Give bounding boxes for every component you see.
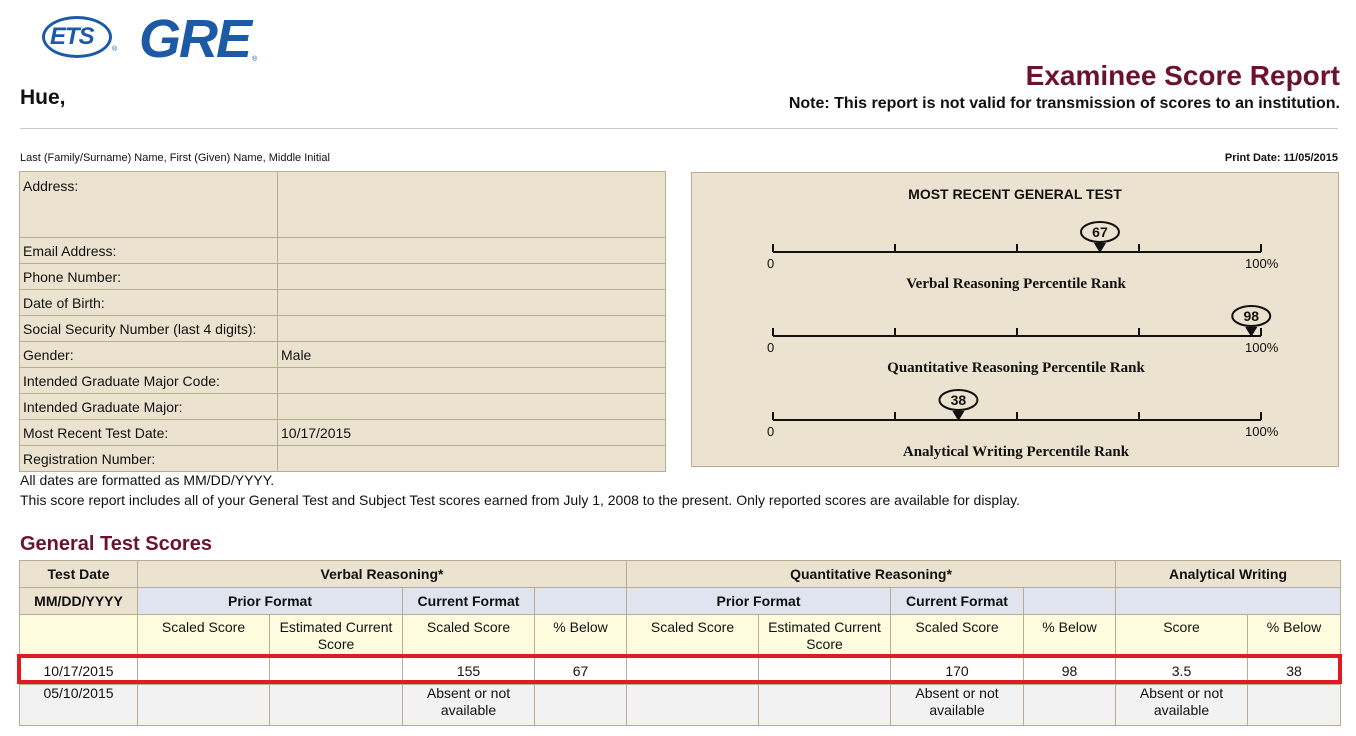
info-row-major — [20, 394, 666, 420]
print-date: Print Date: 11/05/2015 — [1224, 152, 1338, 164]
info-row-dob — [20, 290, 666, 316]
percentile-value: 98 — [1243, 308, 1260, 324]
info-row-phone — [20, 264, 666, 290]
scale-min-label: 0 — [767, 340, 775, 355]
cell-quant-prior-scaled — [627, 657, 759, 685]
gre-registered-mark: ® — [252, 56, 258, 63]
col-quant-below: % Below — [1024, 615, 1116, 657]
info-label: Intended Graduate Major Code: — [20, 368, 278, 394]
col-verbal-scaled: Scaled Score — [403, 615, 535, 657]
info-label: Address: — [20, 172, 278, 238]
info-row-registration — [20, 446, 666, 472]
scores-column-row — [20, 615, 1341, 657]
header-quant-prior: Prior Format — [627, 588, 891, 615]
score-row — [20, 657, 1341, 685]
cell-verbal-prior-est — [270, 685, 403, 726]
header-date-format: MM/DD/YYYY — [20, 588, 138, 615]
info-row-gender — [20, 342, 666, 368]
scores-header-row — [20, 561, 1341, 588]
info-value — [278, 290, 666, 316]
ets-logo-text: ETS — [50, 23, 94, 50]
header-verbal-current: Current Format — [403, 588, 535, 615]
scale-title: Analytical Writing Percentile Rank — [902, 444, 1130, 460]
cell-verbal-prior-scaled — [138, 685, 270, 726]
cell-verbal-scaled: 155 — [403, 657, 535, 685]
gre-logo-text: GRE — [139, 9, 251, 69]
col-quant-scaled: Scaled Score — [891, 615, 1024, 657]
percentile-rank-scales — [692, 173, 1340, 468]
report-note: Note: This report is not valid for transmission of scores to an institution. — [788, 95, 1340, 112]
info-row-address — [20, 172, 666, 238]
header-verbal-prior: Prior Format — [138, 588, 403, 615]
info-value — [278, 172, 666, 238]
scale-max-label: 100% — [1245, 424, 1279, 439]
info-value: 10/17/2015 — [278, 420, 666, 446]
cell-writing-score: Absent or not available — [1116, 685, 1248, 726]
info-value — [278, 368, 666, 394]
cell-writing-score: 3.5 — [1116, 657, 1248, 685]
scale-title: Verbal Reasoning Percentile Rank — [906, 276, 1126, 292]
col-quant-prior-scaled: Scaled Score — [627, 615, 759, 657]
info-label: Email Address: — [20, 238, 278, 264]
cell-quant-prior-scaled — [627, 685, 759, 726]
cell-verbal-prior-scaled — [138, 657, 270, 685]
cell-quant-scaled: 170 — [891, 657, 1024, 685]
info-value — [278, 238, 666, 264]
info-value — [278, 394, 666, 420]
header-writing-blank — [1116, 588, 1341, 615]
col-quant-estimated: Estimated Current Score — [759, 615, 891, 657]
scale-title: Quantitative Reasoning Percentile Rank — [887, 360, 1145, 376]
name-format-caption: Last (Family/Surname) Name, First (Given) Name, Middle Initial — [20, 152, 330, 164]
cell-verbal-below — [535, 685, 627, 726]
col-blank — [20, 615, 138, 657]
info-row-major-code — [20, 368, 666, 394]
cell-verbal-prior-est — [270, 657, 403, 685]
cell-quant-prior-est — [759, 685, 891, 726]
header-divider — [20, 128, 1338, 129]
general-test-scores-title: General Test Scores — [20, 533, 212, 555]
cell-writing-below: 38 — [1248, 657, 1341, 685]
info-value: Male — [278, 342, 666, 368]
header-quant-current: Current Format — [891, 588, 1024, 615]
scale-min-label: 0 — [767, 256, 775, 271]
header-quant: Quantitative Reasoning* — [627, 561, 1116, 588]
general-test-scores-table — [19, 560, 1341, 726]
col-verbal-estimated: Estimated Current Score — [270, 615, 403, 657]
info-label: Date of Birth: — [20, 290, 278, 316]
info-label: Phone Number: — [20, 264, 278, 290]
cell-verbal-below: 67 — [535, 657, 627, 685]
info-label: Most Recent Test Date: — [20, 420, 278, 446]
percentile-value: 67 — [1092, 224, 1108, 240]
score-row — [20, 685, 1341, 726]
scale-max-label: 100% — [1245, 256, 1279, 271]
info-label: Intended Graduate Major: — [20, 394, 278, 420]
info-label: Social Security Number (last 4 digits): — [20, 316, 278, 342]
cell-date: 05/10/2015 — [20, 685, 138, 726]
header-verbal-blank — [535, 588, 627, 615]
score-range-note: This score report includes all of your General Test and Subject Test scores earned from July 1, 2008 to the present. Only reported scores are available for display. — [20, 492, 1020, 508]
header-test-date: Test Date — [20, 561, 138, 588]
percentile-rank-panel — [691, 172, 1339, 467]
info-row-test-date — [20, 420, 666, 446]
header-quant-blank — [1024, 588, 1116, 615]
cell-quant-prior-est — [759, 657, 891, 685]
header-verbal: Verbal Reasoning* — [138, 561, 627, 588]
info-label: Registration Number: — [20, 446, 278, 472]
col-verbal-prior-scaled: Scaled Score — [138, 615, 270, 657]
header-writing: Analytical Writing — [1116, 561, 1341, 588]
report-title: Examinee Score Report — [1025, 60, 1340, 91]
cell-quant-scaled: Absent or not available — [891, 685, 1024, 726]
cell-verbal-scaled: Absent or not available — [403, 685, 535, 726]
info-row-ssn — [20, 316, 666, 342]
info-label: Gender: — [20, 342, 278, 368]
scale-max-label: 100% — [1245, 340, 1279, 355]
cell-quant-below — [1024, 685, 1116, 726]
cell-quant-below: 98 — [1024, 657, 1116, 685]
date-format-note: All dates are formatted as MM/DD/YYYY. — [20, 472, 275, 488]
col-writing-below: % Below — [1248, 615, 1341, 657]
cell-date: 10/17/2015 — [20, 657, 138, 685]
scores-subheader-row — [20, 588, 1341, 615]
examinee-info-table — [19, 171, 666, 472]
info-value — [278, 446, 666, 472]
info-value — [278, 316, 666, 342]
info-value — [278, 264, 666, 290]
percentile-value: 38 — [950, 392, 967, 408]
ets-gre-logo — [42, 10, 282, 70]
examinee-name: Hue, — [20, 86, 66, 109]
ets-registered-mark: ® — [112, 46, 118, 53]
cell-writing-below — [1248, 685, 1341, 726]
scale-min-label: 0 — [767, 424, 775, 439]
info-row-email — [20, 238, 666, 264]
col-writing-score: Score — [1116, 615, 1248, 657]
col-verbal-below: % Below — [535, 615, 627, 657]
percentile-panel-title: MOST RECENT GENERAL TEST — [908, 186, 1122, 202]
